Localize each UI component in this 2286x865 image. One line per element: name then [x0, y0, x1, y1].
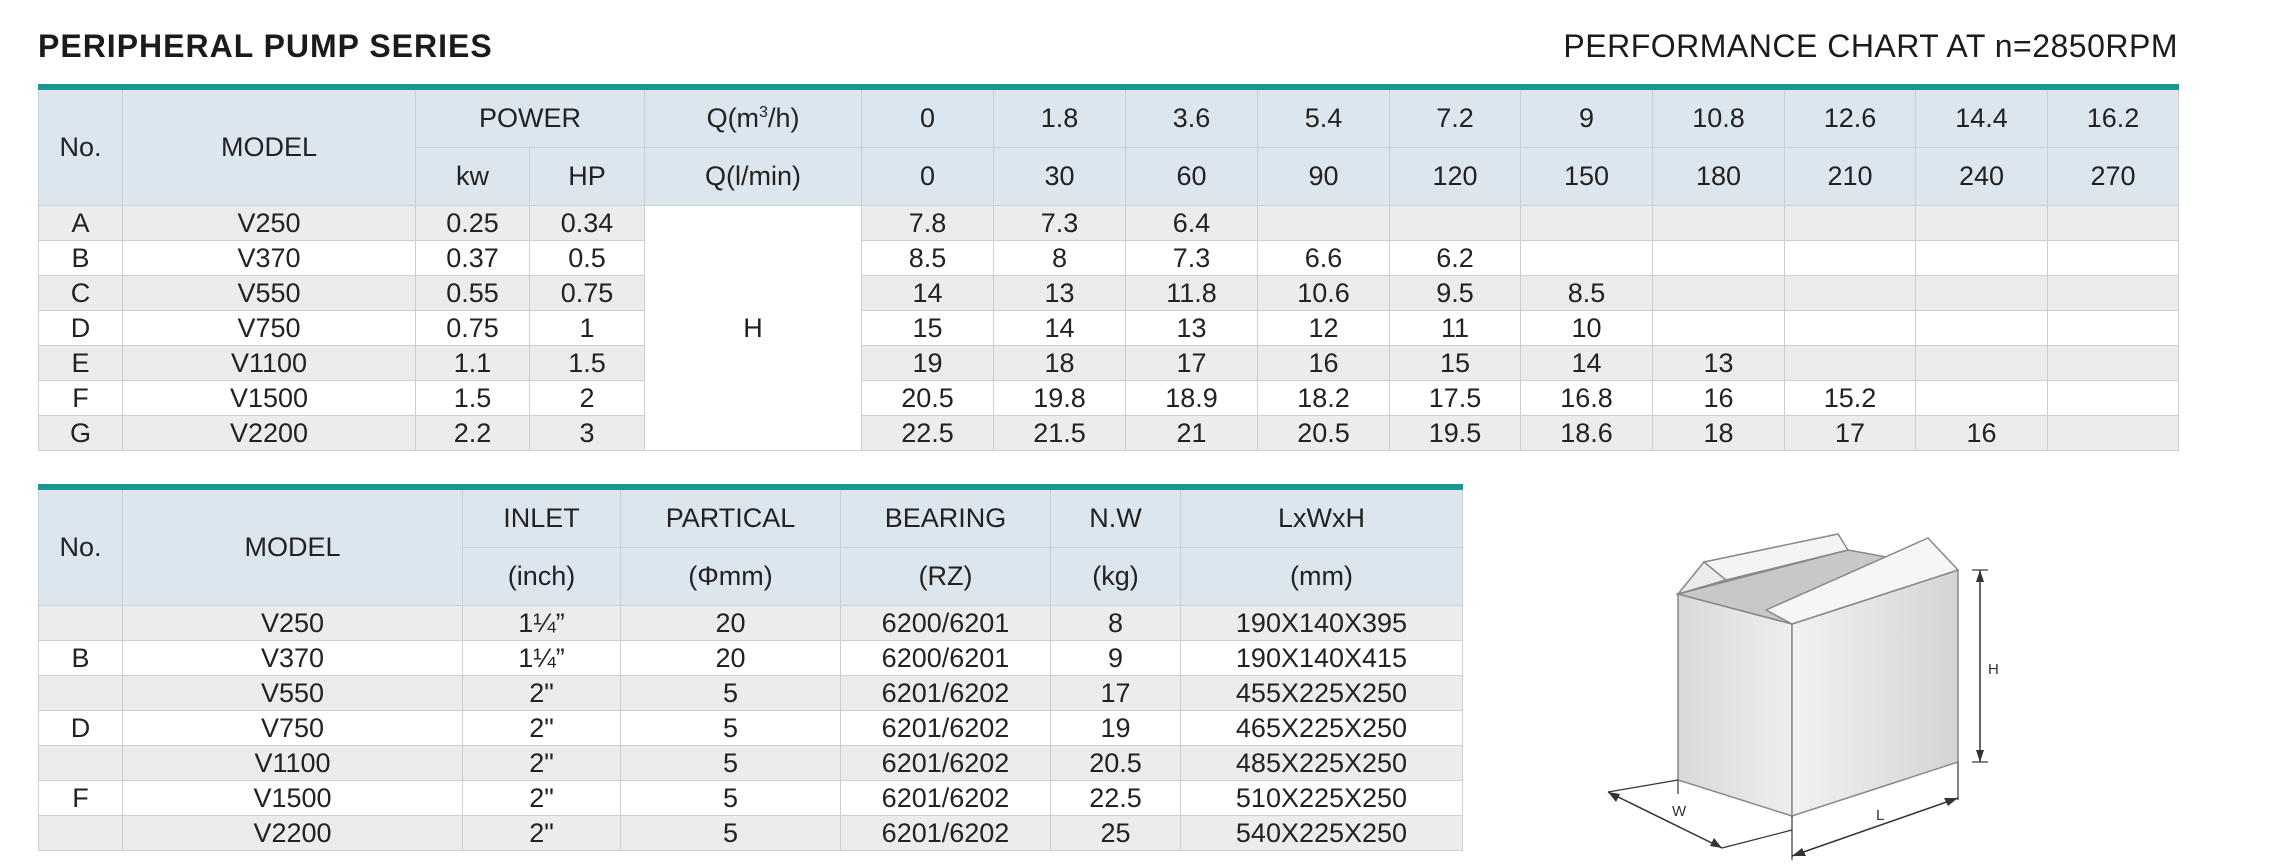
- perf-cell-head: 11: [1390, 311, 1521, 346]
- spec-cell-model: V250: [123, 606, 463, 641]
- perf-col-model: MODEL: [123, 87, 416, 206]
- perf-cell-no: E: [39, 346, 123, 381]
- perf-cell-head: 12: [1258, 311, 1390, 346]
- perf-cell-model: V550: [123, 276, 416, 311]
- perf-cell-head: [1916, 311, 2048, 346]
- perf-cell-head: 10.6: [1258, 276, 1390, 311]
- box-label-l: L: [1876, 807, 1885, 824]
- perf-cell-model: V1500: [123, 381, 416, 416]
- perf-cell-model: V250: [123, 206, 416, 241]
- perf-cell-hp: 0.5: [530, 241, 645, 276]
- perf-cell-no: D: [39, 311, 123, 346]
- carton-box-diagram: [1570, 530, 2040, 860]
- perf-cell-head: 8.5: [1521, 276, 1653, 311]
- perf-col-kw: kw: [416, 148, 530, 206]
- perf-cell-head: 8.5: [862, 241, 994, 276]
- perf-cell-head: [1785, 206, 1916, 241]
- perf-cell-head: [2048, 276, 2179, 311]
- perf-cell-head: [1916, 346, 2048, 381]
- spec-col-model: MODEL: [123, 487, 463, 606]
- spec-row: [39, 711, 1463, 746]
- perf-cell-head: [1653, 206, 1785, 241]
- perf-head-label: H: [645, 206, 862, 451]
- spec-cell-nw: 25: [1051, 816, 1181, 851]
- spec-unit-partical: (Φmm): [621, 548, 841, 606]
- perf-cell-head: [1785, 276, 1916, 311]
- perf-cell-head: 18.6: [1521, 416, 1653, 451]
- spec-unit-inlet: (inch): [463, 548, 621, 606]
- q-lmin-value: 30: [994, 148, 1126, 206]
- spec-cell-no: [39, 606, 123, 641]
- spec-header-row-1: [39, 487, 1463, 548]
- perf-col-power: POWER: [416, 87, 645, 148]
- perf-cell-model: V1100: [123, 346, 416, 381]
- perf-cell-model: V370: [123, 241, 416, 276]
- spec-table: [38, 484, 1463, 851]
- spec-cell-no: [39, 746, 123, 781]
- perf-cell-head: 20.5: [1258, 416, 1390, 451]
- perf-cell-head: 9.5: [1390, 276, 1521, 311]
- spec-cell-bearing: 6200/6201: [841, 606, 1051, 641]
- spec-col-no: No.: [39, 487, 123, 606]
- q-lmin-value: 150: [1521, 148, 1653, 206]
- perf-cell-head: 17.5: [1390, 381, 1521, 416]
- spec-row: [39, 816, 1463, 851]
- perf-cell-head: 14: [1521, 346, 1653, 381]
- q-m3h-value: 14.4: [1916, 87, 2048, 148]
- spec-cell-dims: 540X225X250: [1181, 816, 1463, 851]
- perf-cell-hp: 0.34: [530, 206, 645, 241]
- spec-cell-bearing: 6201/6202: [841, 781, 1051, 816]
- perf-cell-head: [2048, 311, 2179, 346]
- spec-col-partical: PARTICAL: [621, 487, 841, 548]
- perf-q-lmin-label: Q(l/min): [645, 148, 862, 206]
- spec-cell-no: F: [39, 781, 123, 816]
- perf-cell-hp: 3: [530, 416, 645, 451]
- q-lmin-value: 180: [1653, 148, 1785, 206]
- spec-cell-inlet: 2": [463, 711, 621, 746]
- perf-row: [39, 381, 2179, 416]
- spec-cell-partical: 20: [621, 606, 841, 641]
- spec-cell-nw: 22.5: [1051, 781, 1181, 816]
- perf-cell-head: 17: [1126, 346, 1258, 381]
- perf-cell-head: 21.5: [994, 416, 1126, 451]
- perf-cell-head: 13: [1126, 311, 1258, 346]
- q-lmin-value: 0: [862, 148, 994, 206]
- spec-cell-model: V370: [123, 641, 463, 676]
- spec-cell-model: V550: [123, 676, 463, 711]
- perf-cell-head: 7.3: [1126, 241, 1258, 276]
- spec-unit-bearing: (RZ): [841, 548, 1051, 606]
- perf-cell-head: 16: [1258, 346, 1390, 381]
- perf-cell-head: [2048, 241, 2179, 276]
- spec-unit-dims: (mm): [1181, 548, 1463, 606]
- spec-row: [39, 746, 1463, 781]
- spec-col-nw: N.W: [1051, 487, 1181, 548]
- perf-cell-head: 6.4: [1126, 206, 1258, 241]
- perf-cell-head: [1916, 381, 2048, 416]
- spec-col-bearing: BEARING: [841, 487, 1051, 548]
- perf-cell-head: 18.9: [1126, 381, 1258, 416]
- perf-cell-head: 14: [862, 276, 994, 311]
- perf-cell-head: [2048, 381, 2179, 416]
- perf-cell-head: 16: [1653, 381, 1785, 416]
- spec-cell-nw: 20.5: [1051, 746, 1181, 781]
- spec-cell-model: V1500: [123, 781, 463, 816]
- q-m3h-value: 9: [1521, 87, 1653, 148]
- perf-cell-head: 20.5: [862, 381, 994, 416]
- perf-cell-head: 19: [862, 346, 994, 381]
- perf-row: [39, 241, 2179, 276]
- spec-cell-bearing: 6201/6202: [841, 746, 1051, 781]
- perf-cell-hp: 2: [530, 381, 645, 416]
- perf-col-hp: HP: [530, 148, 645, 206]
- spec-cell-model: V2200: [123, 816, 463, 851]
- perf-cell-head: 6.2: [1390, 241, 1521, 276]
- perf-cell-no: A: [39, 206, 123, 241]
- spec-cell-partical: 5: [621, 676, 841, 711]
- perf-cell-kw: 0.37: [416, 241, 530, 276]
- page-subtitle: PERFORMANCE CHART AT n=2850RPM: [1563, 28, 2178, 64]
- carton-box-svg: [1570, 530, 2040, 860]
- perf-cell-head: 22.5: [862, 416, 994, 451]
- perf-cell-head: [1916, 241, 2048, 276]
- perf-cell-head: [1785, 311, 1916, 346]
- spec-row: [39, 606, 1463, 641]
- spec-cell-bearing: 6200/6201: [841, 641, 1051, 676]
- perf-cell-head: [1785, 241, 1916, 276]
- perf-cell-head: [1653, 276, 1785, 311]
- spec-row: [39, 676, 1463, 711]
- q-m3h-value: 5.4: [1258, 87, 1390, 148]
- q-m3h-value: 0: [862, 87, 994, 148]
- spec-cell-inlet: 2": [463, 746, 621, 781]
- q-lmin-value: 60: [1126, 148, 1258, 206]
- perf-cell-head: [1916, 276, 2048, 311]
- q-m3h-value: 7.2: [1390, 87, 1521, 148]
- spec-cell-no: B: [39, 641, 123, 676]
- perf-cell-no: C: [39, 276, 123, 311]
- spec-cell-partical: 5: [621, 711, 841, 746]
- spec-row: [39, 641, 1463, 676]
- perf-cell-no: B: [39, 241, 123, 276]
- perf-cell-head: [1785, 346, 1916, 381]
- spec-cell-inlet: 2": [463, 676, 621, 711]
- perf-cell-head: 18: [994, 346, 1126, 381]
- perf-cell-head: 10: [1521, 311, 1653, 346]
- perf-cell-head: 15.2: [1785, 381, 1916, 416]
- q-lmin-value: 120: [1390, 148, 1521, 206]
- perf-cell-head: [2048, 206, 2179, 241]
- perf-cell-kw: 0.75: [416, 311, 530, 346]
- perf-cell-kw: 0.55: [416, 276, 530, 311]
- page-title: PERIPHERAL PUMP SERIES: [38, 28, 493, 64]
- spec-cell-dims: 190X140X395: [1181, 606, 1463, 641]
- perf-cell-model: V2200: [123, 416, 416, 451]
- perf-cell-head: 18.2: [1258, 381, 1390, 416]
- performance-table: [38, 84, 2179, 451]
- spec-cell-no: [39, 676, 123, 711]
- perf-cell-head: 17: [1785, 416, 1916, 451]
- spec-cell-inlet: 1¼”: [463, 606, 621, 641]
- spec-row: [39, 781, 1463, 816]
- spec-cell-dims: 465X225X250: [1181, 711, 1463, 746]
- perf-cell-head: [1390, 206, 1521, 241]
- perf-cell-hp: 1: [530, 311, 645, 346]
- perf-row: [39, 276, 2179, 311]
- box-label-h: H: [1988, 661, 1999, 678]
- perf-cell-head: 7.3: [994, 206, 1126, 241]
- perf-cell-hp: 0.75: [530, 276, 645, 311]
- perf-row: [39, 206, 2179, 241]
- q-m3h-value: 12.6: [1785, 87, 1916, 148]
- perf-cell-head: 8: [994, 241, 1126, 276]
- perf-row: [39, 346, 2179, 381]
- perf-cell-kw: 2.2: [416, 416, 530, 451]
- perf-cell-head: 18: [1653, 416, 1785, 451]
- q-lmin-value: 90: [1258, 148, 1390, 206]
- spec-cell-bearing: 6201/6202: [841, 816, 1051, 851]
- perf-cell-no: G: [39, 416, 123, 451]
- spec-cell-dims: 510X225X250: [1181, 781, 1463, 816]
- perf-cell-head: [1653, 311, 1785, 346]
- perf-cell-head: 14: [994, 311, 1126, 346]
- perf-cell-head: 6.6: [1258, 241, 1390, 276]
- perf-cell-kw: 0.25: [416, 206, 530, 241]
- spec-cell-inlet: 1¼”: [463, 641, 621, 676]
- perf-cell-model: V750: [123, 311, 416, 346]
- perf-cell-head: 21: [1126, 416, 1258, 451]
- spec-cell-partical: 5: [621, 816, 841, 851]
- q-lmin-value: 240: [1916, 148, 2048, 206]
- spec-cell-no: D: [39, 711, 123, 746]
- q-lmin-value: 270: [2048, 148, 2179, 206]
- spec-col-dims: LxWxH: [1181, 487, 1463, 548]
- perf-cell-head: [1521, 241, 1653, 276]
- spec-cell-no: [39, 816, 123, 851]
- perf-cell-head: 13: [994, 276, 1126, 311]
- spec-unit-nw: (kg): [1051, 548, 1181, 606]
- spec-cell-bearing: 6201/6202: [841, 676, 1051, 711]
- perf-row: [39, 416, 2179, 451]
- perf-q-m3h-label: $Q(m^3/h)$: [645, 87, 862, 148]
- spec-cell-bearing: 6201/6202: [841, 711, 1051, 746]
- perf-cell-head: [1916, 206, 2048, 241]
- spec-cell-dims: 190X140X415: [1181, 641, 1463, 676]
- perf-cell-head: 7.8: [862, 206, 994, 241]
- perf-cell-kw: 1.5: [416, 381, 530, 416]
- q-m3h-value: 10.8: [1653, 87, 1785, 148]
- perf-cell-head: [2048, 346, 2179, 381]
- perf-cell-head: 13: [1653, 346, 1785, 381]
- perf-cell-no: F: [39, 381, 123, 416]
- spec-col-inlet: INLET: [463, 487, 621, 548]
- spec-cell-dims: 455X225X250: [1181, 676, 1463, 711]
- q-m3h-value: 3.6: [1126, 87, 1258, 148]
- q-m3h-value: 1.8: [994, 87, 1126, 148]
- q-lmin-value: 210: [1785, 148, 1916, 206]
- perf-row: [39, 311, 2179, 346]
- spec-cell-inlet: 2": [463, 781, 621, 816]
- spec-cell-partical: 5: [621, 781, 841, 816]
- spec-cell-model: V750: [123, 711, 463, 746]
- perf-cell-kw: 1.1: [416, 346, 530, 381]
- perf-cell-head: [2048, 416, 2179, 451]
- spec-cell-nw: 8: [1051, 606, 1181, 641]
- spec-cell-partical: 5: [621, 746, 841, 781]
- spec-cell-nw: 19: [1051, 711, 1181, 746]
- spec-cell-inlet: 2": [463, 816, 621, 851]
- perf-cell-head: 16.8: [1521, 381, 1653, 416]
- box-label-w: W: [1672, 803, 1687, 820]
- spec-cell-nw: 17: [1051, 676, 1181, 711]
- perf-cell-head: 19.8: [994, 381, 1126, 416]
- q-m3h-value: 16.2: [2048, 87, 2179, 148]
- perf-cell-head: 11.8: [1126, 276, 1258, 311]
- spec-cell-dims: 485X225X250: [1181, 746, 1463, 781]
- perf-cell-head: [1521, 206, 1653, 241]
- spec-cell-nw: 9: [1051, 641, 1181, 676]
- spec-cell-model: V1100: [123, 746, 463, 781]
- box-left-face: [1678, 594, 1792, 816]
- perf-cell-head: [1653, 241, 1785, 276]
- perf-cell-head: 15: [1390, 346, 1521, 381]
- perf-col-no: No.: [39, 87, 123, 206]
- perf-cell-head: 15: [862, 311, 994, 346]
- perf-cell-head: [1258, 206, 1390, 241]
- perf-cell-head: 16: [1916, 416, 2048, 451]
- spec-cell-partical: 20: [621, 641, 841, 676]
- perf-header-row-1: [39, 87, 2179, 148]
- perf-cell-hp: 1.5: [530, 346, 645, 381]
- perf-cell-head: 19.5: [1390, 416, 1521, 451]
